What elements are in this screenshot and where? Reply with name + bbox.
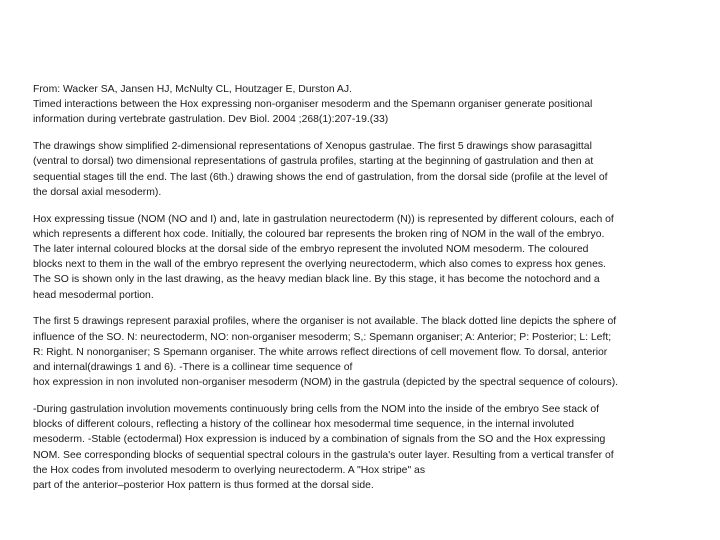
paragraph-line: NOM. See corresponding blocks of sequential spectral colours in the gastrula's outer layer. Resulting from a vertical transfer of xyxy=(33,449,614,461)
paragraph-line: R: Right. N nonorganiser; S Spemann organiser. The white arrows reflect directions of cell movement flow. To dorsal, anterior xyxy=(33,346,608,358)
paragraph-line: mesoderm. -Stable (ectodermal) Hox expression is induced by a combination of signals from the SO and the Hox expressing xyxy=(33,434,606,446)
paragraph-drawings-overview xyxy=(33,139,717,200)
paragraph-line: the Hox codes from involuted mesoderm to overlying neurectoderm. A "Hox stripe" as xyxy=(33,464,426,476)
paragraph-line: The SO is shown only in the last drawing, as the heavy median black line. By this stage, it has become the notochord and a xyxy=(33,274,600,286)
document-body xyxy=(33,82,717,505)
citation-title: Timed interactions between the Hox expressing non-organiser mesoderm and the Spemann organiser generate positional xyxy=(33,99,593,111)
citation-authors: From: Wacker SA, Jansen HJ, McNulty CL, Houtzager E, Durston AJ. xyxy=(33,84,352,95)
paragraph-line: hox expression in non involuted non-organiser mesoderm (NOM) in the gastrula (depicted by the spectral sequence of colours). xyxy=(33,377,619,389)
citation-block xyxy=(33,82,717,128)
paragraph-line: (ventral to dorsal) two dimensional representations of gastrula profiles, starting at the beginning of gastrulation and then at xyxy=(33,156,594,168)
paragraph-line: sequential stages till the end. The last (6th.) drawing shows the end of gastrulation, from the dorsal side (profile at the level of xyxy=(33,171,608,183)
paragraph-line: and internal(drawings 1 and 6). -There is a collinear time sequence of xyxy=(33,362,353,374)
paragraph-paraxial-profiles xyxy=(33,314,717,390)
paragraph-line: influence of the SO. N: neurectoderm, NO: non-organiser mesoderm; S,: Spemann organiser; A: Anterior; P: Posterior; L: Left; xyxy=(33,331,612,343)
paragraph-line: the dorsal axial mesoderm). xyxy=(33,186,162,198)
citation-journal: information during vertebrate gastrulation. Dev Biol. 2004 ;268(1):207-19.(33) xyxy=(33,114,389,126)
paragraph-line: The drawings show simplified 2-dimensional representations of Xenopus gastrulae. The first 5 drawings show parasagittal xyxy=(33,141,592,153)
paragraph-line: blocks of different colours, reflecting a history of the collinear hox mesodermal time sequence, in the internal involuted xyxy=(33,419,574,431)
paragraph-line: which represents a different hox code. Initially, the coloured bar represents the broken ring of NOM in the wall of the embryo. xyxy=(33,228,605,240)
paragraph-line: Hox expressing tissue (NOM (NO and I) and, late in gastrulation neurectoderm (N)) is represented by different colours, each of xyxy=(33,213,614,225)
paragraph-line: blocks next to them in the wall of the embryo represent the overlying neurectoderm, which also comes to express hox genes. xyxy=(33,259,606,271)
paragraph-line: The later internal coloured blocks at the dorsal side of the embryo represent the involuted NOM mesoderm. The coloured xyxy=(33,244,589,256)
paragraph-involution xyxy=(33,402,717,493)
paragraph-line: part of the anterior–posterior Hox pattern is thus formed at the dorsal side. xyxy=(33,480,374,492)
paragraph-line: -During gastrulation involution movements continuously bring cells from the NOM into the inside of the embryo See stack of xyxy=(33,404,599,416)
paragraph-line: The first 5 drawings represent paraxial profiles, where the organiser is not available. The black dotted line depicts the sphere of xyxy=(33,316,617,328)
paragraph-hox-tissue xyxy=(33,212,717,303)
paragraph-line: head mesodermal portion. xyxy=(33,289,154,301)
